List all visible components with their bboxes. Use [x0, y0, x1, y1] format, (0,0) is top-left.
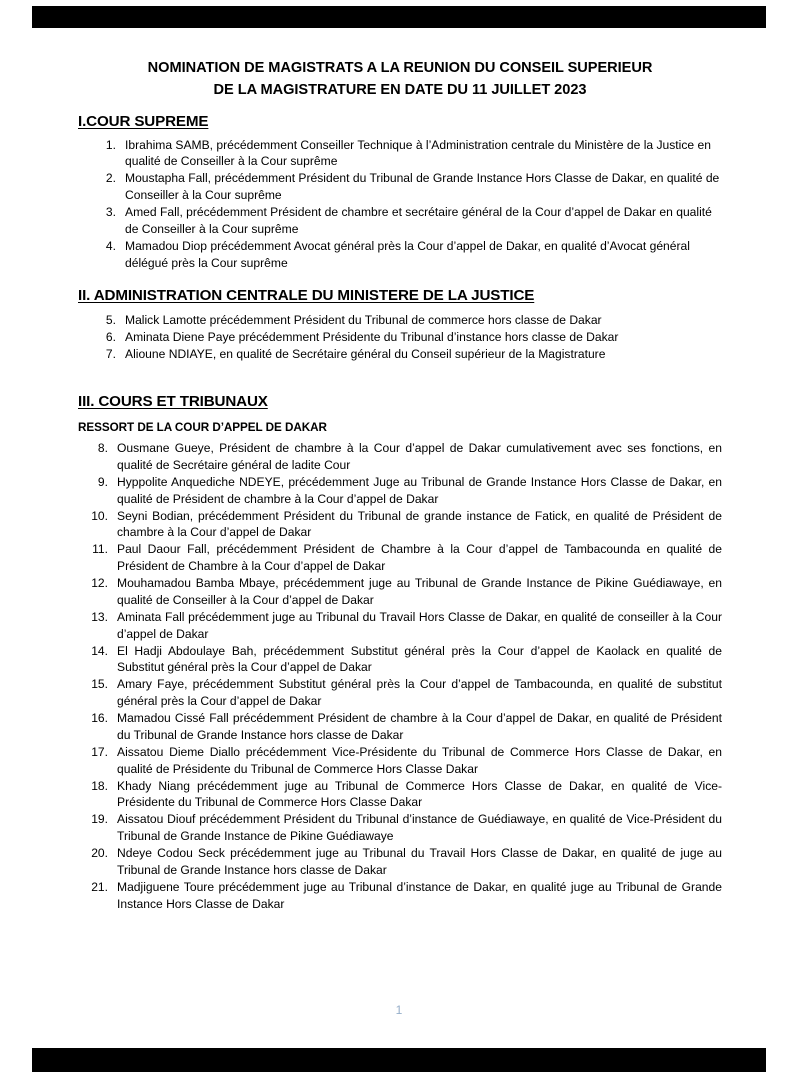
sub-heading-ressort-cour-appel-dakar: RESSORT DE LA COUR D’APPEL DE DAKAR [78, 421, 327, 435]
entry-list-section-1 [78, 137, 722, 272]
list-item-number: 14. [91, 643, 108, 658]
viewer-bottom-bar [32, 1048, 766, 1072]
list-item [78, 845, 722, 878]
list-item-text: Moustapha Fall, précédemment Président du Tribunal de Grande Instance Hors Classe de Dakar, en qualité de Conseiller à la Cour suprême [125, 171, 720, 203]
list-item-text: Ibrahima SAMB, précédemment Conseiller Technique à l’Administration centrale du Ministère de la Justice en qualité de Conseiller à la Cour suprême [125, 137, 711, 169]
list-item-number: 18. [91, 778, 108, 793]
list-item [78, 329, 722, 346]
list-item-number: 17. [91, 744, 108, 759]
list-item-text: Aissatou Dieme Diallo précédemment Vice-Présidente du Tribunal de Commerce Hors Classe de Dakar, en qualité de Présidente du Tribunal de Commerce Hors Classe Dakar [117, 744, 722, 776]
list-item-number: 11. [92, 542, 108, 557]
list-item-text: Khady Niang précédemment juge au Tribunal de Commerce Hors Classe de Dakar, en qualité de Vice-Présidente du Tribunal de Commerce Hors Classe Dakar [117, 778, 722, 810]
list-item-number: 12. [91, 576, 108, 591]
entry-list-section-3 [78, 440, 722, 912]
list-item [78, 204, 722, 237]
list-item-number: 13. [91, 609, 108, 624]
list-item [78, 609, 722, 642]
entry-list-section-2 [78, 312, 722, 363]
list-item-text: Aissatou Diouf précédemment Président du Tribunal d’instance de Guédiawaye, en qualité de Vice-Président du Tribunal de Grande Instance de Pikine Guédiawaye [117, 812, 722, 844]
list-item-number: 4. [105, 238, 116, 253]
list-item-text: Aminata Diene Paye précédemment Présidente du Tribunal d’instance hors classe de Dakar [125, 329, 619, 344]
list-item [78, 440, 722, 473]
list-item-number: 21. [91, 879, 108, 894]
page-number: 1 [395, 1003, 403, 1017]
list-item-number: 2. [105, 171, 116, 186]
document-title-line-1: NOMINATION DE MAGISTRATS A LA REUNION DU CONSEIL SUPERIEUR [147, 60, 653, 76]
document-page [32, 28, 766, 1048]
list-item [78, 710, 722, 743]
list-item-number: 19. [91, 812, 108, 827]
list-item-number: 9. [97, 474, 108, 489]
list-item-number: 8. [97, 441, 108, 456]
list-item-text: Mouhamadou Bamba Mbaye, précédemment juge au Tribunal de Grande Instance de Pikine Guédiawaye, en qualité de Conseiller à la Cour d’appel de Dakar [117, 576, 722, 607]
page-content [78, 58, 722, 913]
section-heading-cours-et-tribunaux: III. COURS ET TRIBUNAUX [78, 392, 268, 410]
list-item [78, 778, 722, 811]
list-item-text: Mamadou Diop précédemment Avocat général près la Cour d’appel de Dakar, en qualité d’Avocat général délégué près la Cour suprême [125, 238, 690, 270]
list-item-text: Madjiguene Toure précédemment juge au Tribunal d’instance de Dakar, en qualité juge au Tribunal de Grande Instance Hors Classe de Dakar [117, 879, 722, 911]
section-heading-cour-supreme: I.COUR SUPREME [78, 113, 209, 131]
list-item [78, 474, 722, 507]
list-item-text: Aminata Fall précédemment juge au Tribunal du Travail Hors Classe de Dakar, en qualité de conseiller à la Cour d’appel de Dakar [117, 609, 722, 641]
list-item-text: Paul Daour Fall, précédemment Président de Chambre à la Cour d’appel de Tambacounda en qualité de Président de Chambre à la Cour d’appel de Dakar [117, 542, 722, 574]
list-item-number: 20. [91, 846, 108, 861]
list-item [78, 312, 722, 329]
list-item-number: 16. [91, 711, 108, 726]
list-item [78, 676, 722, 709]
list-item-text: Ndeye Codou Seck précédemment juge au Tribunal du Travail Hors Classe de Dakar, en qualité de juge au Tribunal de Grande Instance hors classe de Dakar [117, 846, 722, 877]
list-item-number: 3. [105, 205, 116, 220]
list-item [78, 575, 722, 608]
list-item [78, 744, 722, 777]
list-item [78, 541, 722, 574]
list-item-number: 7. [105, 347, 116, 362]
list-item-text: Alioune NDIAYE, en qualité de Secrétaire général du Conseil supérieur de la Magistrature [125, 347, 606, 362]
list-item [78, 346, 722, 363]
list-item-number: 15. [91, 677, 108, 692]
list-item [78, 238, 722, 271]
list-item [78, 643, 722, 676]
document-title [86, 58, 714, 101]
list-item [78, 137, 722, 170]
list-item [78, 811, 722, 844]
list-item-number: 5. [105, 312, 116, 327]
list-item-number: 10. [91, 508, 108, 523]
list-item-text: Malick Lamotte précédemment Président du Tribunal de commerce hors classe de Dakar [125, 312, 602, 327]
list-item-text: Amed Fall, précédemment Président de chambre et secrétaire général de la Cour d’appel de Dakar en qualité de Conseiller à la Cour suprême [125, 205, 712, 236]
list-item-text: Ousmane Gueye, Président de chambre à la Cour d’appel de Dakar cumulativement avec ses fonctions, en qualité de Secrétaire général de ladite Cour [117, 441, 722, 472]
section-heading-administration-centrale: II. ADMINISTRATION CENTRALE DU MINISTERE DE LA JUSTICE [78, 287, 535, 305]
list-item-text: Seyni Bodian, précédemment Président du Tribunal de grande instance de Fatick, en qualité de Président de chambre à la Cour d’appel de Dakar [117, 508, 722, 540]
list-item-text: Hyppolite Anquediche NDEYE, précédemment Juge au Tribunal de Grande Instance Hors Classe de Dakar, en qualité de Président de chambre à la Cour d’appel de Dakar [117, 474, 722, 506]
list-item-number: 6. [105, 329, 116, 344]
list-item-text: Amary Faye, précédemment Substitut général près la Cour d’appel de Tambacounda, en qualité de substitut général près la Cour d’appel de Dakar [117, 677, 722, 709]
list-item [78, 508, 722, 541]
list-item-number: 1. [105, 137, 116, 152]
document-title-line-2: DE LA MAGISTRATURE EN DATE DU 11 JUILLET 2023 [213, 81, 587, 98]
list-item-text: Mamadou Cissé Fall précédemment Président de chambre à la Cour d’appel de Dakar, en qualité de Président du Tribunal de Grande Instance hors classe de Dakar [117, 711, 722, 742]
list-item [78, 879, 722, 912]
viewer-top-bar [32, 6, 766, 28]
list-item [78, 170, 722, 203]
list-item-text: El Hadji Abdoulaye Bah, précédemment Substitut général près la Cour d’appel de Kaolack en qualité de Substitut général près la Cour d’appel de Dakar [117, 643, 722, 675]
